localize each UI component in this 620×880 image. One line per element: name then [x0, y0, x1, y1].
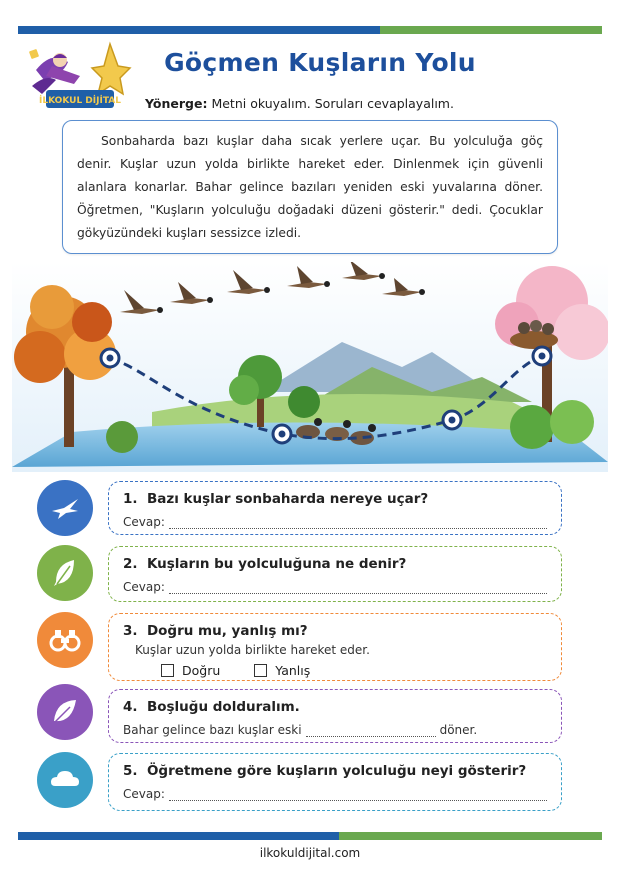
top-color-bar	[18, 26, 602, 34]
question-1-box	[108, 481, 562, 535]
reading-passage: Sonbaharda bazı kuşlar daha sıcak yerlere uçar. Bu yolculuğa göç denir. Kuşlar uzun yolda birlikte hareket eder. Dinlenmek için güvenli alanlara konarlar. Bahar gelince bazıları yeniden eski yuvalarına döner. Öğretmen, "Kuşların yolculuğu doğadaki düzeni gösterir." dedi. Çocuklar gökyüzündeki kuşları sessizce izledi.	[77, 134, 543, 240]
question-2-answer-line[interactable]: Cevap:	[123, 580, 547, 594]
question-3-statement: Kuşlar uzun yolda birlikte hareket eder.	[135, 643, 370, 657]
question-3-box	[108, 613, 562, 681]
ilkokul-dijital-logo	[22, 40, 132, 118]
question-2-box	[108, 546, 562, 602]
true-checkbox[interactable]	[161, 664, 174, 677]
question-1-answer-line[interactable]: Cevap:	[123, 515, 547, 529]
bottom-color-bar	[18, 832, 602, 840]
svg-text:İLKOKUL DİJİTAL: İLKOKUL DİJİTAL	[39, 96, 121, 106]
question-4-box	[108, 689, 562, 743]
question-2-title: 2. Kuşların bu yolculuğuna ne denir?	[123, 556, 407, 572]
footer-website[interactable]: ilkokuldijital.com	[259, 846, 361, 860]
flying-bird-icon	[37, 480, 93, 536]
instruction-label: Yönerge:	[145, 96, 208, 111]
question-5-title: 5. Öğretmene göre kuşların yolculuğu neyi gösterir?	[123, 763, 527, 779]
option-false[interactable]: Yanlış	[254, 663, 310, 678]
question-5-answer-line[interactable]: Cevap:	[123, 787, 547, 801]
feather-icon	[37, 545, 93, 601]
question-4-title: 4. Boşluğu dolduralım.	[123, 699, 300, 715]
question-4-fill-sentence: Bahar gelince bazı kuşlar eski döner.	[123, 723, 478, 737]
question-3-title: 3. Doğru mu, yanlış mı?	[123, 623, 308, 639]
cloud-icon	[37, 752, 93, 808]
migration-scene-illustration	[12, 262, 608, 472]
instruction-text: Metni okuyalım. Soruları cevaplayalım.	[211, 96, 454, 111]
instruction-line	[145, 96, 454, 111]
reading-passage-box	[62, 120, 558, 254]
page-title: Göçmen Kuşların Yolu	[164, 48, 476, 77]
option-true[interactable]: Doğru	[161, 663, 220, 678]
question-1-title: 1. Bazı kuşlar sonbaharda nereye uçar?	[123, 491, 429, 507]
fill-blank[interactable]	[306, 727, 436, 737]
false-checkbox[interactable]	[254, 664, 267, 677]
question-5-box	[108, 753, 562, 811]
binoculars-icon	[37, 612, 93, 668]
leaf-icon	[37, 684, 93, 740]
